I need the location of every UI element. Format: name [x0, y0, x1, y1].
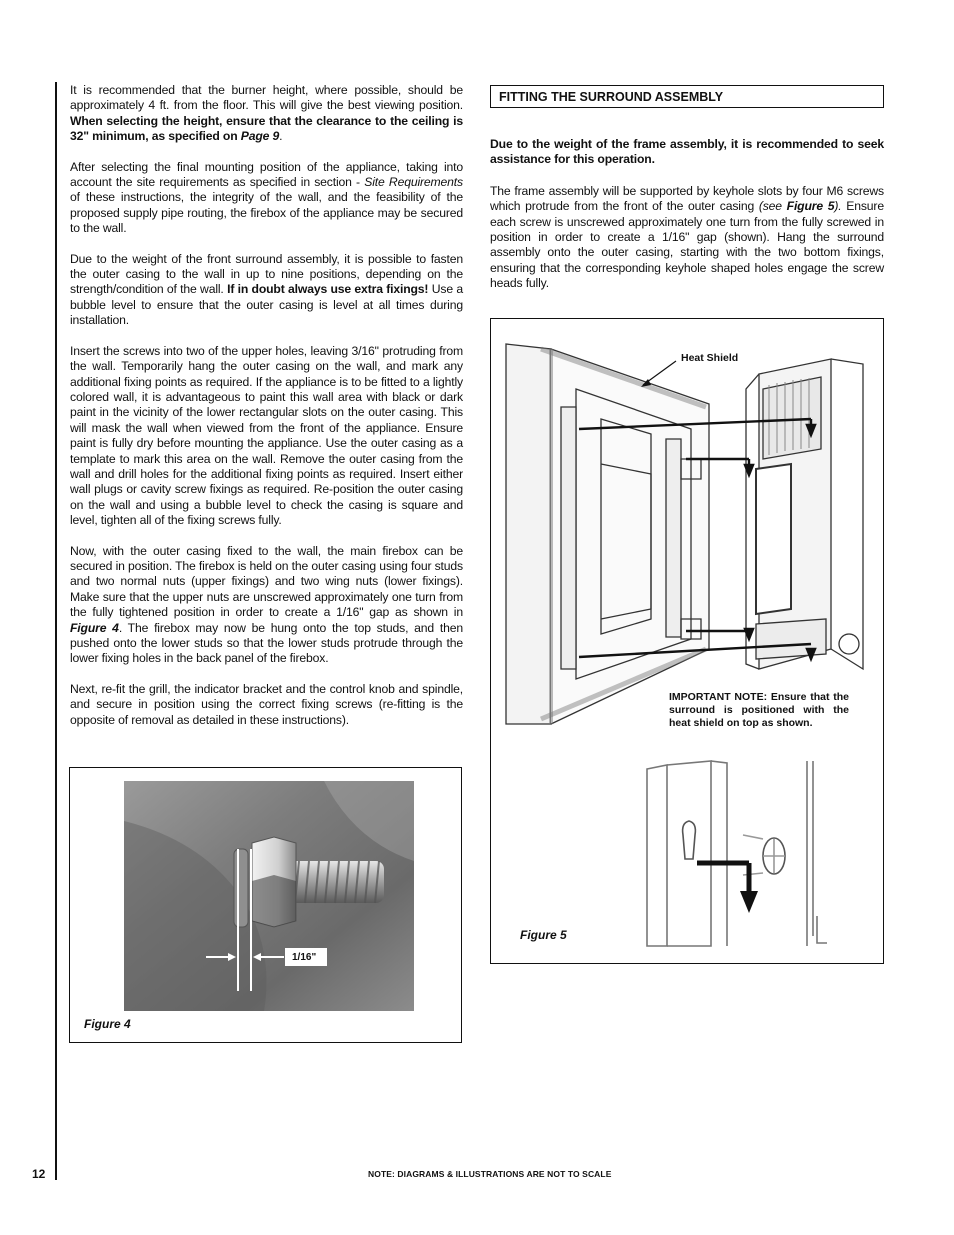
figure-4-photo: [124, 781, 414, 1011]
figure-4-caption: Figure 4: [84, 1017, 131, 1031]
keyhole-detail-diagram: [639, 751, 839, 951]
left-column: [70, 83, 463, 743]
paragraph-burner-height: It is recommended that the burner height, where possible, should be approximately 4 ft. from the floor. This will give the best viewing position. When selecting the height, ensure that the clearance to the ceiling is 32" minimum, as specified on Page 9.: [70, 83, 463, 144]
figure-4-box: [69, 767, 462, 1043]
paragraph-insert-screws: Insert the screws into two of the upper holes, leaving 3/16" protruding from the wall. Temporarily hang the outer casing on the wall, and mark any additional fixing points as required. If the appliance is to be fitted to a lightly colored wall, it is advantageous to paint this wall area with black or dark paint in the vicinity of the lower rectangular slots on the outer casing. This will mask the wall when viewed from the front of the appliance. Ensure paint is fully dry before mounting the appliance. Use the outer casing as a template to mark this area on the wall. Remove the outer casing from the wall and drill holes for the additional fixing points as required. Insert either wall plugs or cavity screw fixings as required. Re-position the outer casing on the wall and using a bubble level to check the casing is square and level, tighten all of the fixing screws fully.: [70, 343, 463, 528]
figure-5-box: [490, 318, 884, 964]
heat-shield-label: Heat Shield: [681, 352, 739, 364]
page-number: 12: [32, 1167, 46, 1181]
paragraph-refit: Next, re-fit the grill, the indicator bracket and the control knob and spindle, and secure in position using the correct fixing screws (re-fitting is the opposite of removal as detailed in these instructions).: [70, 681, 463, 727]
important-note: IMPORTANT NOTE: Ensure that the surround is positioned with the heat shield on top as shown.: [669, 691, 849, 729]
paragraph-mounting-position: After selecting the final mounting position of the appliance, taking into account the site requirements as specified in section - Site Requirements of these instructions, the integrity of the wall, and the feasibility of the proposed supply pipe routing, the firebox of the appliance may be secured to the wall.: [70, 159, 463, 236]
surround-assembly-diagram: [491, 319, 883, 739]
left-margin-rule: [55, 82, 57, 1180]
gap-label: 1/16": [292, 952, 317, 963]
right-column: [490, 85, 884, 307]
paragraph-keyhole-slots: The frame assembly will be supported by keyhole slots by four M6 screws which protrude from the front of the outer casing (see Figure 5). Ensure each screw is unscrewed approximately one turn from the fully screwed in position in order to create a 1/16" gap (shown). Hang the surround assembly onto the outer casing, starting with the two bottom fixings, ensuring that the corresponding keyhole shaped holes engage the screw heads fully.: [490, 183, 884, 291]
section-heading: FITTING THE SURROUND ASSEMBLY: [490, 85, 884, 108]
paragraph-weight-warning: Due to the weight of the frame assembly, it is recommended to seek assistance for this operation.: [490, 137, 884, 167]
footer-note: NOTE: DIAGRAMS & ILLUSTRATIONS ARE NOT TO SCALE: [368, 1169, 612, 1179]
figure-5-caption: Figure 5: [520, 928, 567, 942]
paragraph-firebox: Now, with the outer casing fixed to the wall, the main firebox can be secured in position. The firebox is held on the outer casing using four studs and two normal nuts (upper fixings) and two wing nuts (lower fixings). Make sure that the upper nuts are unscrewed approximately one turn from the fully tightened position in order to create a 1/16" gap as shown in Figure 4. The firebox may now be hung onto the top studs, and then pushed onto the lower studs so that the lower studs protrude through the lower fixing holes in the back panel of the firebox.: [70, 543, 463, 666]
paragraph-fastening: Due to the weight of the front surround assembly, it is possible to fasten the outer casing to the wall in up to nine positions, depending on the strength/condition of the wall. If in doubt always use extra fixings! Use a bubble level to ensure that the outer casing is level at all times during installation.: [70, 251, 463, 328]
